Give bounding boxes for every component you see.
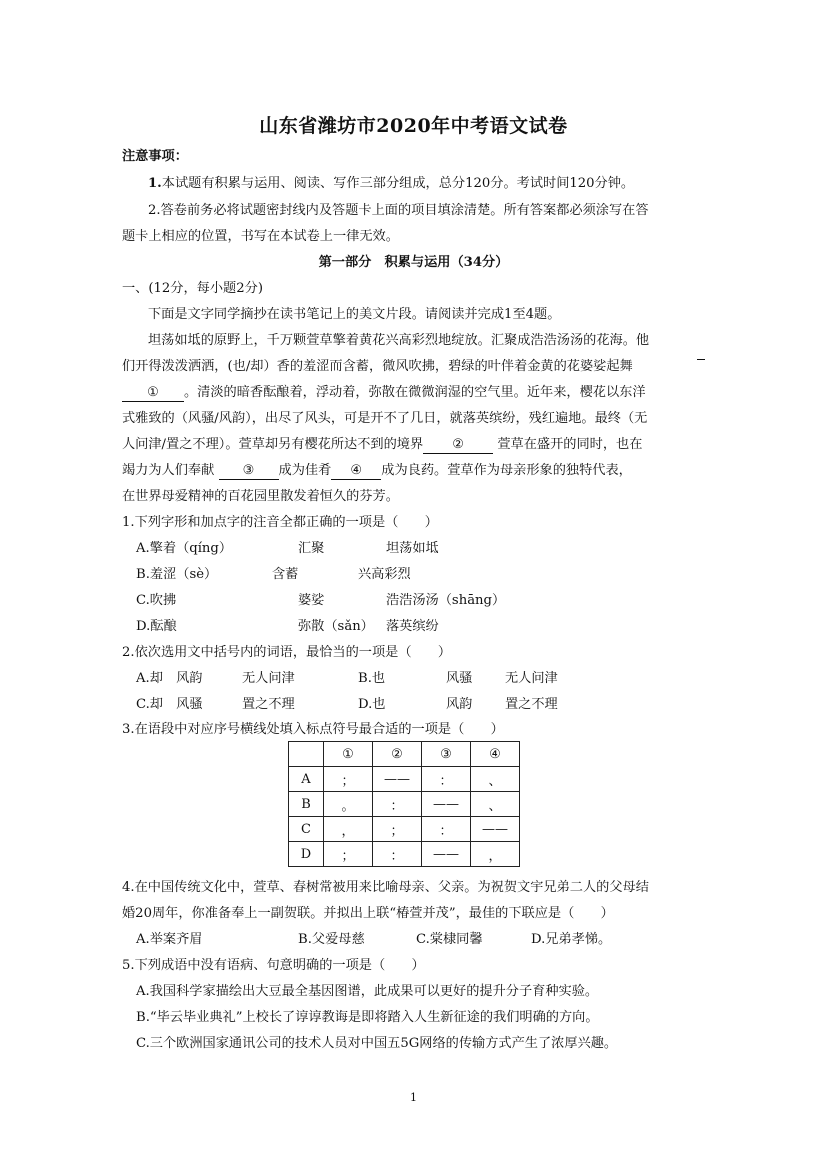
passage-line-1: 坦荡如坻的原野上，千万颗萱草擎着黄花兴高彩烈地绽放。汇聚成浩浩汤汤的花海。他	[148, 333, 650, 348]
blank-3: ③	[219, 463, 279, 480]
passage-line-4: 式雅致的（风骚/风韵），出尽了风头，可是开不了几日，就落英缤纷，残红遍地。最终（无	[122, 411, 648, 426]
passage-line-2: 们开得泼泼洒洒，(也/却）香的羞涩而含蓄，微风吹拂，碧绿的叶伴着金黄的花婆娑起舞	[122, 359, 633, 374]
q2-option-b: B.也	[358, 671, 386, 686]
q2-option-b-word: 风骚	[446, 671, 473, 686]
table-cell: C	[289, 817, 324, 842]
question-1-stem: 1.下列字形和加点字的注音全都正确的一项是（ ）	[122, 515, 438, 530]
table-cell: ：	[422, 817, 471, 842]
notice-item-2-line-2: 题卡上相应的位置，书写在本试卷上一律无效。	[122, 229, 399, 244]
passage-line-5	[122, 436, 642, 454]
section-1-intro: 下面是文字同学摘抄在读书笔记上的美文片段。请阅读并完成1至4题。	[148, 307, 561, 322]
table-cell: ②	[373, 742, 422, 767]
table-cell: ③	[422, 742, 471, 767]
q4-option-b: B.父爱母慈	[298, 932, 365, 947]
q1-option-c-1: C.吹拂	[136, 593, 177, 608]
q5-option-a: A.我国科学家描绘出大豆最全基因图谱，此成果可以更好的提升分子育种实验。	[136, 984, 599, 999]
q1-option-c-3: 浩浩汤汤（shāng）	[386, 593, 506, 608]
table-cell: ——	[422, 842, 471, 867]
q2-option-c: C.却 风骚	[136, 697, 203, 712]
table-cell	[289, 742, 324, 767]
passage-line-5-text-b: 萱草在盛开的同时，也在	[497, 437, 643, 452]
section-1-header: 一、(12分，每小题2分)	[122, 281, 263, 296]
table-row	[289, 817, 520, 842]
q4-option-c: C.棠棣同馨	[416, 932, 483, 947]
table-cell: ——	[471, 817, 520, 842]
table-cell: 、	[471, 792, 520, 817]
question-4-line-2: 婚20周年，你准备奉上一副贺联。并拟出上联“椿萱并茂”，最佳的下联应是（ ）	[122, 906, 614, 921]
q1-option-d-1: D.酝酿	[136, 619, 177, 634]
passage-line-6	[122, 462, 632, 480]
passage-blank-1-start	[697, 359, 705, 360]
notice-item-2-line-1: 2.答卷前务必将试题密封线内及答题卡上面的项目填涂清楚。所有答案都必须涂写在答	[148, 203, 649, 218]
table-cell: ④	[471, 742, 520, 767]
table-cell: 。	[324, 792, 373, 817]
q1-option-a-1: A.擎着（qíng）	[136, 541, 233, 556]
table-cell: ，	[471, 842, 520, 867]
q1-option-b-2: 含蓄	[272, 567, 299, 582]
q5-option-c: C.三个欧洲国家通讯公司的技术人员对中国五5G网络的传输方式产生了浓厚兴趣。	[136, 1036, 618, 1051]
passage-line-3-text: 。清淡的暗香酝酿着，浮动着，弥散在微微润湿的空气里。近年来，樱花以东洋	[184, 385, 646, 400]
table-cell: ——	[373, 767, 422, 792]
table-cell: ；	[373, 817, 422, 842]
page-number: 1	[410, 1091, 417, 1104]
q1-option-d-2: 弥散（sǎn）	[298, 619, 374, 634]
blank-1: ①	[122, 385, 184, 402]
q2-option-c-phrase: 置之不理	[242, 697, 295, 712]
passage-line-6-text-b: 成为佳肴	[278, 463, 332, 478]
q1-option-b-1: B.羞涩（sè）	[136, 567, 218, 582]
table-cell: ①	[324, 742, 373, 767]
table-cell: ，	[324, 817, 373, 842]
table-row	[289, 767, 520, 792]
q2-option-a: A.却 风韵	[136, 671, 203, 686]
q1-option-b-3: 兴高彩烈	[358, 567, 411, 582]
q1-option-a-3: 坦荡如坻	[386, 541, 439, 556]
part-1-heading: 第一部分 积累与运用（34分）	[318, 255, 509, 270]
table-row	[289, 792, 520, 817]
q2-option-b-phrase: 无人问津	[505, 671, 558, 686]
table-cell: ：	[373, 792, 422, 817]
passage-line-5-text-a: 人问津/置之不理）。萱草却另有樱花所达不到的境界	[122, 437, 424, 452]
question-4-line-1: 4.在中国传统文化中，萱草、春树常被用来比喻母亲、父亲。为祝贺文宇兄弟二人的父母结	[122, 880, 649, 895]
q1-option-d-3: 落英缤纷	[386, 619, 439, 634]
table-cell: B	[289, 792, 324, 817]
passage-line-6-text-c: 成为良药。萱草作为母亲形象的独特代表，	[381, 463, 632, 478]
q4-option-a: A.举案齐眉	[136, 932, 203, 947]
notice-item-1-text: 本试题有积累与运用、阅读、写作三部分组成，总分120分。考试时间120分钟。	[161, 176, 635, 191]
passage-line-7: 在世界母爱精神的百花园里散发着恒久的芬芳。	[122, 489, 399, 504]
table-cell: 、	[471, 767, 520, 792]
question-2-stem: 2.依次选用文中括号内的词语，最恰当的一项是（ ）	[122, 645, 452, 660]
q1-option-a-2: 汇聚	[298, 541, 325, 556]
blank-4: ④	[331, 463, 381, 480]
table-cell: A	[289, 767, 324, 792]
q2-option-d-phrase: 置之不理	[505, 697, 558, 712]
table-cell: ——	[422, 792, 471, 817]
q2-option-a-phrase: 无人问津	[242, 671, 295, 686]
q2-option-d: D.也	[358, 697, 386, 712]
table-cell: ：	[373, 842, 422, 867]
notice-item-1	[148, 175, 634, 193]
exam-title: 山东省潍坊市2020年中考语文试卷	[259, 115, 568, 137]
question-3-stem: 3.在语段中对应序号横线处填入标点符号最合适的一项是（ ）	[122, 722, 504, 737]
q4-option-d: D.兄弟孝悌。	[531, 932, 612, 947]
q1-option-c-2: 婆娑	[298, 593, 325, 608]
passage-line-3	[122, 384, 646, 402]
table-cell: ；	[324, 767, 373, 792]
table-cell: ；	[324, 842, 373, 867]
table-header-row	[289, 742, 520, 767]
q2-option-d-word: 风韵	[446, 697, 473, 712]
table-cell: ：	[422, 767, 471, 792]
passage-line-6-text-a: 竭力为人们奉献	[122, 463, 215, 478]
q5-option-b: B.“毕云毕业典礼”上校长了谆谆教诲是即将踏入人生新征途的我们明确的方向。	[136, 1010, 599, 1025]
blank-2: ②	[423, 437, 493, 454]
table-row	[289, 842, 520, 867]
notice-heading: 注意事项：	[122, 149, 188, 164]
punctuation-table	[288, 741, 520, 867]
notice-item-1-num: 1.	[148, 176, 162, 191]
question-5-stem: 5.下列成语中没有语病、句意明确的一项是（ ）	[122, 958, 425, 973]
table-cell: D	[289, 842, 324, 867]
